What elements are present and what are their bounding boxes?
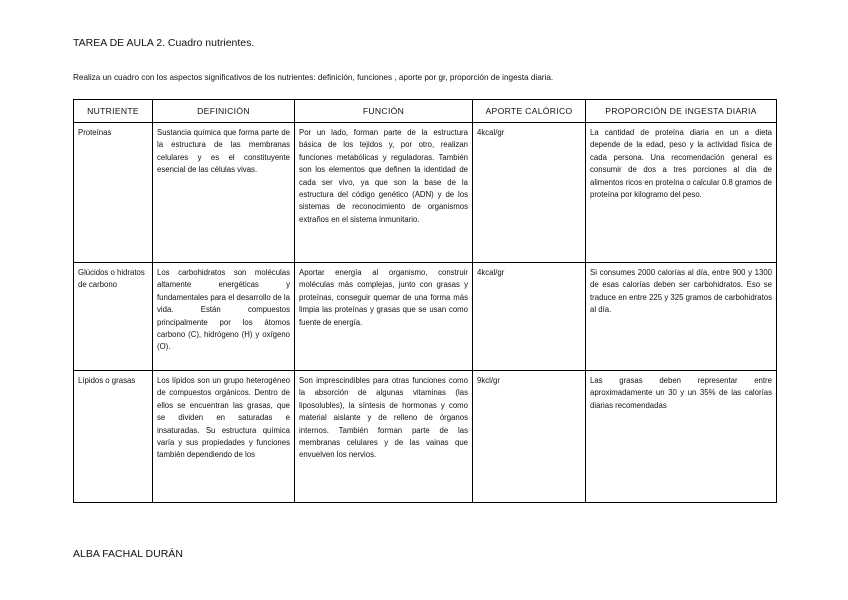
- table-row: [74, 263, 777, 371]
- cell-nutriente: Proteínas: [74, 123, 153, 263]
- header-funcion: FUNCIÓN: [295, 100, 473, 123]
- header-nutriente: NUTRIENTE: [74, 100, 153, 123]
- cell-nutriente: Lípidos o grasas: [74, 371, 153, 503]
- nutrients-table: [73, 99, 777, 503]
- cell-proporcion: Las grasas deben representar entre aproximadamente un 30 y un 35% de las calorías diarias recomendadas: [586, 371, 777, 503]
- table-header-row: [74, 100, 777, 123]
- instruction-text: Realiza un cuadro con los aspectos significativos de los nutrientes: definición, funciones , aporte por gr, proporción de ingesta diaria.: [73, 73, 554, 82]
- header-definicion: DEFINICIÓN: [153, 100, 295, 123]
- cell-nutriente: Glúcidos o hidratos de carbono: [74, 263, 153, 371]
- cell-aporte: 9kcl/gr: [473, 371, 586, 503]
- cell-funcion: Por un lado, forman parte de la estructura básica de los tejidos y, por otro, realizan funciones metabólicas y reguladoras. También son los elementos que definen la identidad de cada ser vivo, ya que son la base de la estructura del código genético (ADN) y de los sistemas de reconocimiento de organismos extraños en el sistema inmunitario.: [295, 123, 473, 263]
- header-proporcion: PROPORCIÓN DE INGESTA DIARIA: [586, 100, 777, 123]
- definicion-text: Los lípidos son un grupo heterogéneo de compuestos orgánicos. Dentro de ellos se encuentran las grasas, que se dividen en saturadas e insaturadas. Su estructura química varía y sus propiedades y funciones también dependiendo de los: [157, 376, 290, 460]
- cell-proporcion: Si consumes 2000 calorías al día, entre 900 y 1300 de esas calorías deben ser carbohidratos. Eso se traduce en entre 225 y 325 gramos de carbohidratos al día.: [586, 263, 777, 371]
- cell-definicion: [153, 371, 295, 503]
- cell-proporcion: La cantidad de proteína diaria en un a dieta depende de la edad, peso y la actividad física de cada persona. Una recomendación general es consumir de dos a tres porciones al día de alimentos ricos en proteína o calcular 0.8 gramos de proteína por kilogramo del peso.: [586, 123, 777, 263]
- table-row: [74, 371, 777, 503]
- cell-definicion: Sustancia química que forma parte de la estructura de las membranas celulares y es el constituyente esencial de las células vivas.: [153, 123, 295, 263]
- cell-aporte: 4kcal/gr: [473, 263, 586, 371]
- cell-funcion: Son imprescindibles para otras funciones como la absorción de algunas vitaminas (las liposolubles), la síntesis de hormonas y como material aislante y de relleno de órganos internos. También forman parte de las membranas celulares y de las vainas que envuelven los nervios.: [295, 371, 473, 503]
- author-name: ALBA FACHAL DURÁN: [73, 548, 183, 560]
- cell-aporte: 4kcal/gr: [473, 123, 586, 263]
- header-aporte: APORTE CALÓRICO: [473, 100, 586, 123]
- cell-funcion: Aportar energía al organismo, construir moléculas más complejas, junto con grasas y proteínas, conseguir quemar de una forma más limpia las proteínas y grasas que se usan como fuente de energía.: [295, 263, 473, 371]
- cell-definicion: Los carbohidratos son moléculas altamente energéticas y fundamentales para el desarrollo de la vida. Están compuestos principalmente por los átomos carbono (C), hidrógeno (H) y oxígeno (O).: [153, 263, 295, 371]
- table-row: [74, 123, 777, 263]
- document-title: TAREA DE AULA 2. Cuadro nutrientes.: [73, 37, 255, 49]
